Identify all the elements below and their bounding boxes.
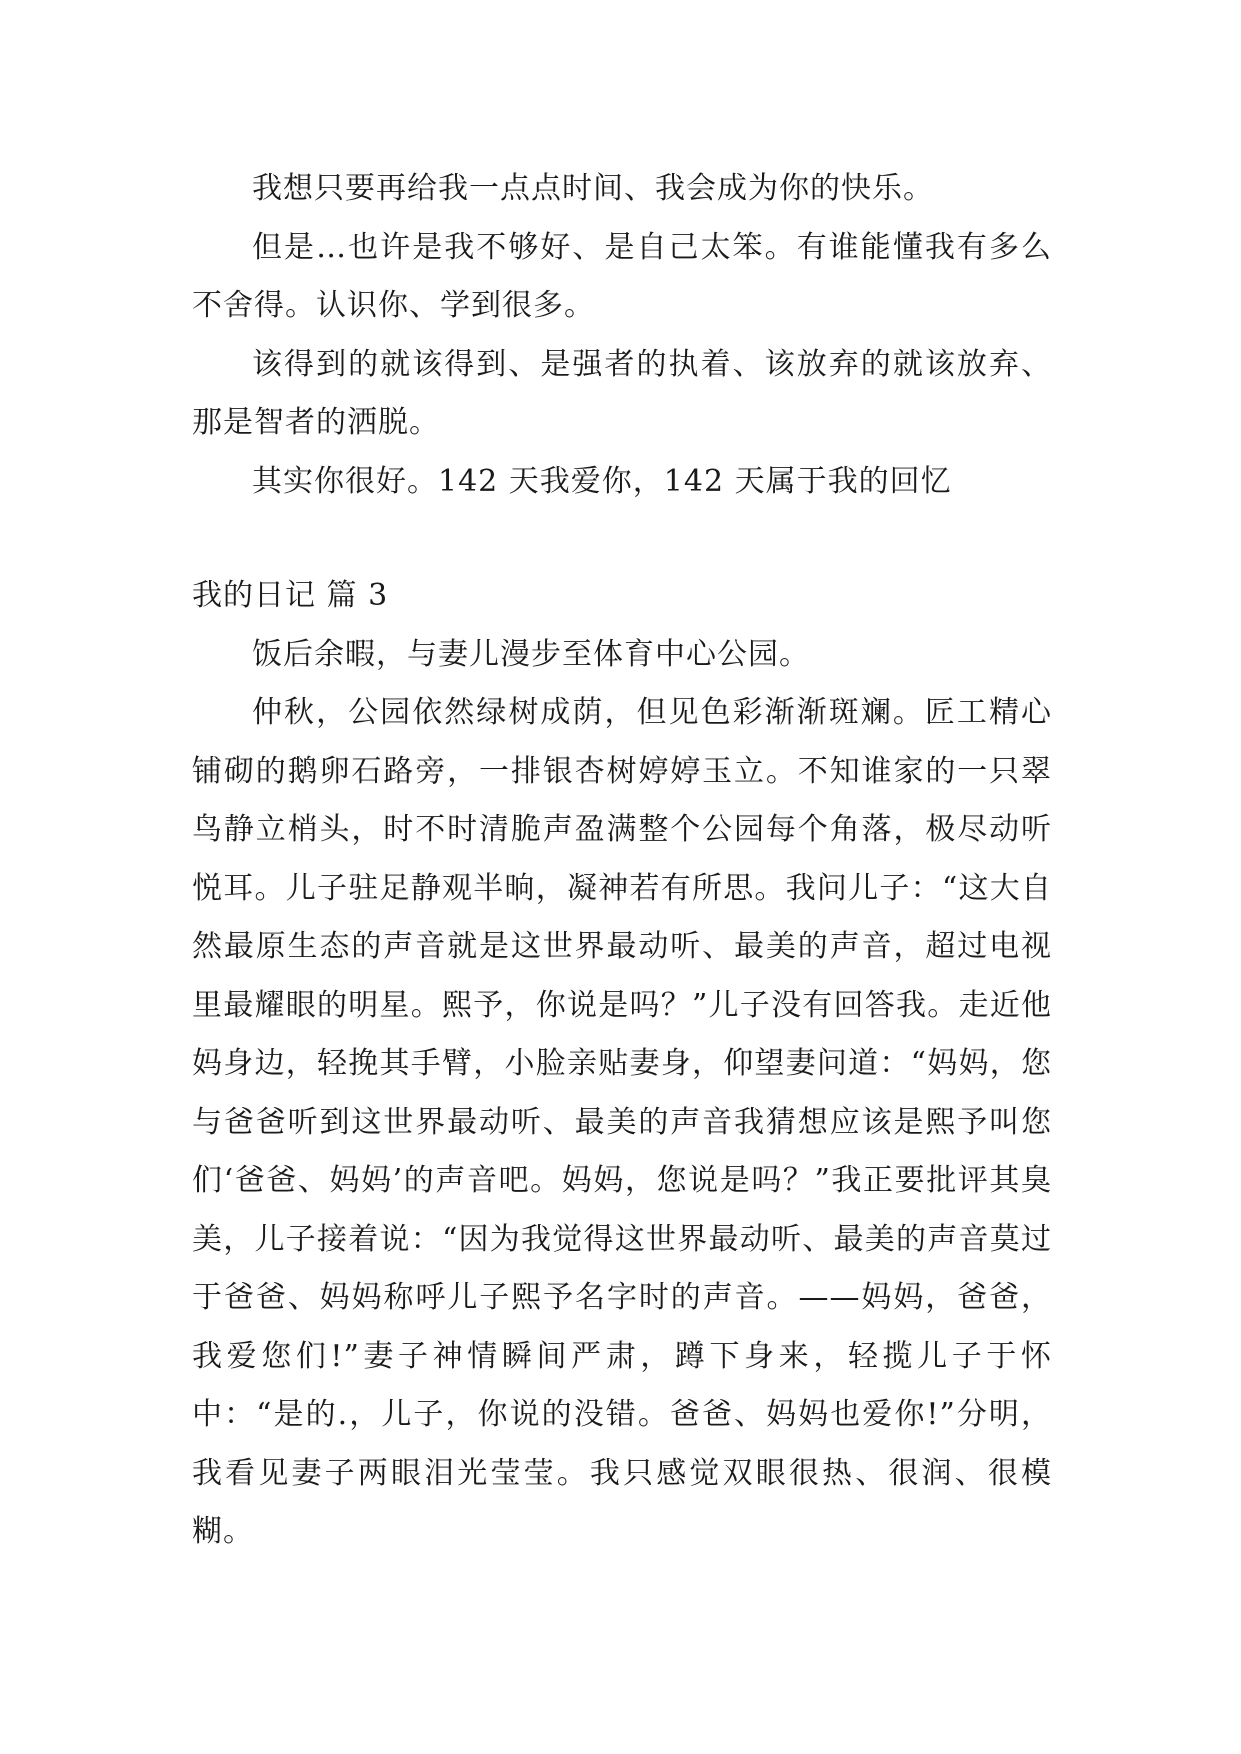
paragraph: 我想只要再给我一点点时间、我会成为你的快乐。 [252, 171, 934, 206]
paragraph: 其实你很好。142 天我爱你，142 天属于我的回忆 [252, 463, 952, 499]
paragraph: 仲秋，公园依然绿树成荫，但见色彩渐渐斑斓。匠工精心铺砌的鹅卵石路旁，一排银杏树婷婷玉立。不知谁家的一只翠鸟静立梢头，时不时清脆声盈满整个公园每个角落，极尽动听悦耳。儿子驻足静观半晌，凝神若有所思。我问儿子：“这大自然最原生态的声音就是这世界最动听、最美的声音，超过电视里最耀眼的明星。熙予，你说是吗？”儿子没有回答我。走近他妈身边，轻挽其手臂，小脸亲贴妻身，仰望妻问道：“妈妈，您与爸爸听到这世界最动听、最美的声音我猜想应该是熙予叫您们‘爸爸、妈妈’的声音吧。妈妈，您说是吗？”我正要批评其臭美，儿子接着说：“因为我觉得这世界最动听、最美的声音莫过于爸爸、妈妈称呼儿子熙予名字时的声音。——妈妈，爸爸，我爱您们!”妻子神情瞬间严肃，蹲下身来，轻揽儿子于怀中：“是的.，儿子，你说的没错。爸爸、妈妈也爱你!”分明，我看见妻子两眼泪光莹莹。我只感觉双眼很热、很润、很模糊。 [192, 695, 1052, 1549]
paragraph: 该得到的就该得到、是强者的执着、该放弃的就该放弃、那是智者的洒脱。 [192, 346, 1052, 440]
document-body [192, 160, 1052, 1562]
paragraph: 饭后余暇，与妻儿漫步至体育中心公园。 [252, 636, 810, 672]
section-title: 我的日记 篇 3 [192, 578, 389, 613]
paragraph: 但是…也许是我不够好、是自己太笨。有谁能懂我有多么不舍得。认识你、学到很多。 [192, 229, 1052, 323]
